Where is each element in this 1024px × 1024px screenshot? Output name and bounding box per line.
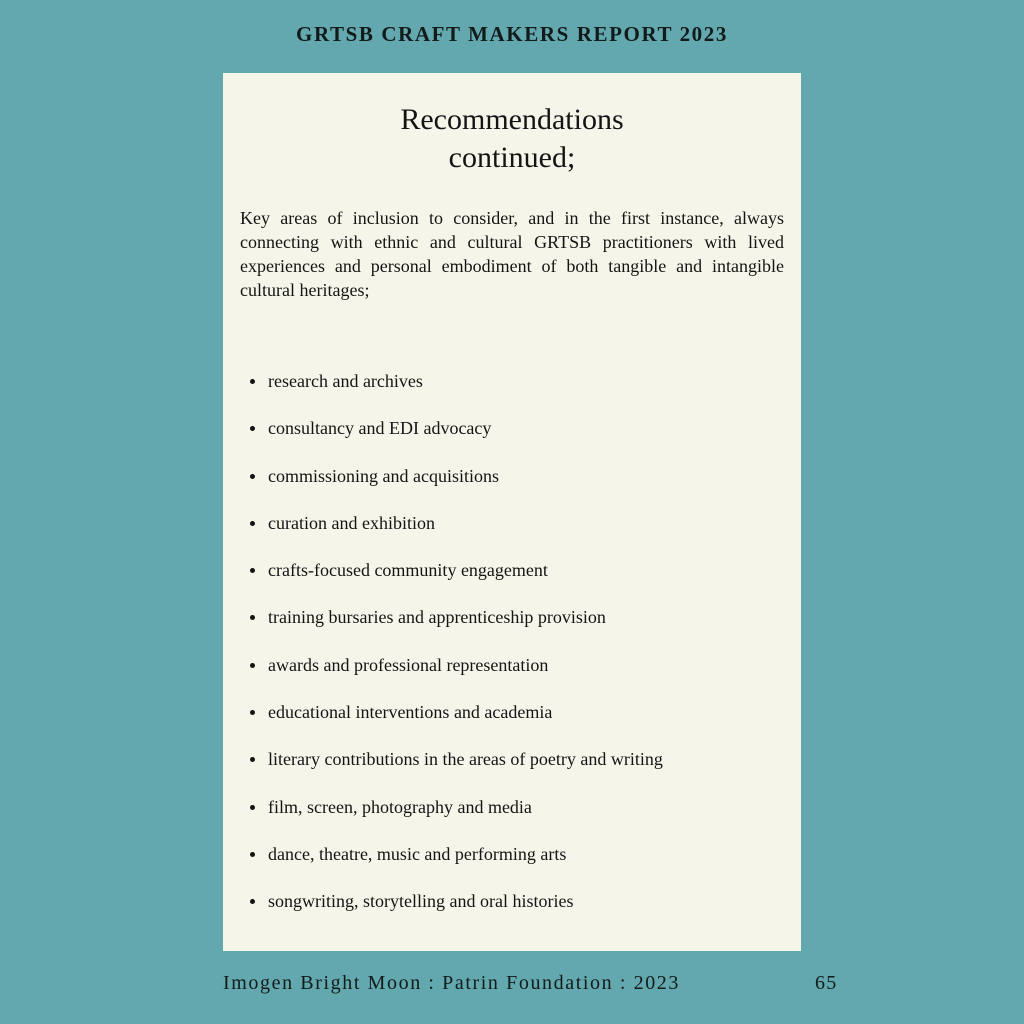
content-card xyxy=(223,73,801,951)
list-item xyxy=(250,747,663,794)
list-item-text: literary contributions in the areas of poetry and writing xyxy=(268,749,663,770)
bullet-icon xyxy=(250,852,255,857)
page-number: 65 xyxy=(815,972,838,994)
list-item xyxy=(250,369,663,416)
bullet-icon xyxy=(250,379,255,384)
list-item xyxy=(250,795,663,842)
list-item-text: awards and professional representation xyxy=(268,654,549,675)
list-item xyxy=(250,842,663,889)
list-item-text: consultancy and EDI advocacy xyxy=(268,418,492,439)
list-item-text: dance, theatre, music and performing arts xyxy=(268,843,567,864)
list-item-text: training bursaries and apprenticeship provision xyxy=(268,607,606,628)
bullet-icon xyxy=(250,805,255,810)
title-line-2: continued; xyxy=(448,141,576,174)
intro-paragraph: Key areas of inclusion to consider, and in the first instance, always connecting with ethnic and cultural GRTSB practitioners with lived experiences and personal embodiment of both tangible and intangible cultural heritages; xyxy=(240,208,784,300)
bullet-icon xyxy=(250,899,255,904)
list-item xyxy=(250,464,663,511)
list-item-text: songwriting, storytelling and oral histories xyxy=(268,891,574,912)
recommendations-list xyxy=(250,369,663,937)
list-item-text: crafts-focused community engagement xyxy=(268,560,548,581)
list-item xyxy=(250,605,663,652)
bullet-icon xyxy=(250,426,255,431)
bullet-icon xyxy=(250,663,255,668)
list-item-text: film, screen, photography and media xyxy=(268,796,532,817)
bullet-icon xyxy=(250,615,255,620)
list-item-text: curation and exhibition xyxy=(268,512,435,533)
bullet-icon xyxy=(250,474,255,479)
list-item-text: commissioning and acquisitions xyxy=(268,465,499,486)
list-item xyxy=(250,700,663,747)
page-title xyxy=(223,101,801,177)
list-item xyxy=(250,653,663,700)
bullet-icon xyxy=(250,710,255,715)
bullet-icon xyxy=(250,757,255,762)
list-item xyxy=(250,416,663,463)
list-item-text: educational interventions and academia xyxy=(268,702,553,723)
list-item xyxy=(250,511,663,558)
footer-credit: Imogen Bright Moon : Patrin Foundation : 2023 xyxy=(223,972,680,994)
bullet-icon xyxy=(250,568,255,573)
list-item xyxy=(250,889,663,936)
title-line-1: Recommendations xyxy=(400,103,624,136)
bullet-icon xyxy=(250,521,255,526)
list-item-text: research and archives xyxy=(268,371,423,391)
report-header: GRTSB CRAFT MAKERS REPORT 2023 xyxy=(296,22,728,46)
list-item xyxy=(250,558,663,605)
